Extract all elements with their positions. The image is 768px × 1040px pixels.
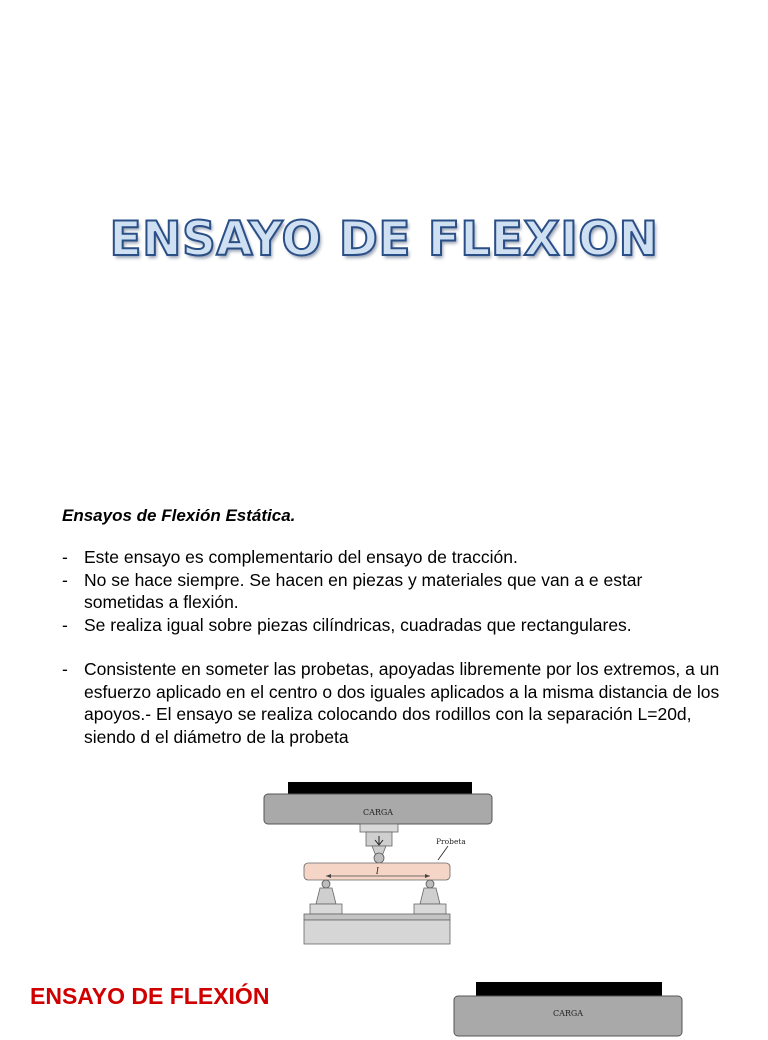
slide-title: ENSAYO DE FLEXION — [109, 212, 659, 267]
section-heading: Ensayos de Flexión Estática. — [62, 506, 296, 525]
load-label: CARGA — [362, 808, 394, 817]
bullet-dash: - — [62, 614, 68, 635]
left-support-base — [310, 904, 342, 914]
bullet-text: Consistente en someter las probetas, apoyadas libremente por los extremos, a un esfuerzo aplicado en el centro o dos iguales aplicados a la misma distancia de los apoyos.- El ensayo se realiza colocando dos rodillos con la separación L=20d, siendo d el diámetro de la probeta — [84, 659, 720, 747]
list-item — [62, 569, 722, 614]
loading-roller — [374, 853, 384, 863]
bed — [304, 920, 450, 944]
list-item — [62, 658, 722, 748]
span-label: l — [376, 867, 379, 877]
right-support-roller — [426, 880, 434, 888]
left-support — [316, 888, 336, 904]
bullet-text: No se hace siempre. Se hacen en piezas y materiales que van a e estar sometidas a flexión. — [84, 569, 643, 612]
footer-title: ENSAYO DE FLEXIÓN — [30, 983, 270, 1009]
right-support-base — [414, 904, 446, 914]
bullet-dash: - — [62, 659, 68, 679]
specimen-pointer — [438, 846, 448, 860]
bullet-dash: - — [62, 547, 68, 567]
bullet-dash: - — [62, 569, 68, 590]
list-item — [62, 546, 722, 569]
list-item — [62, 614, 722, 637]
bullet-text: Se realiza igual sobre piezas cilíndricas, cuadradas que rectangulares. — [84, 614, 632, 635]
specimen-label: Probeta — [436, 837, 466, 846]
flexion-section — [62, 506, 722, 748]
load-label: CARGA — [552, 1009, 584, 1018]
bending-test-diagram — [262, 778, 494, 950]
bullet-text: Este ensayo es complementario del ensayo de tracción. — [84, 547, 518, 567]
bullet-list — [62, 546, 722, 748]
right-support — [420, 888, 440, 904]
bending-test-diagram-partial — [452, 980, 684, 1040]
left-support-roller — [322, 880, 330, 888]
loading-head-base — [360, 824, 398, 832]
bed-top — [304, 914, 450, 920]
